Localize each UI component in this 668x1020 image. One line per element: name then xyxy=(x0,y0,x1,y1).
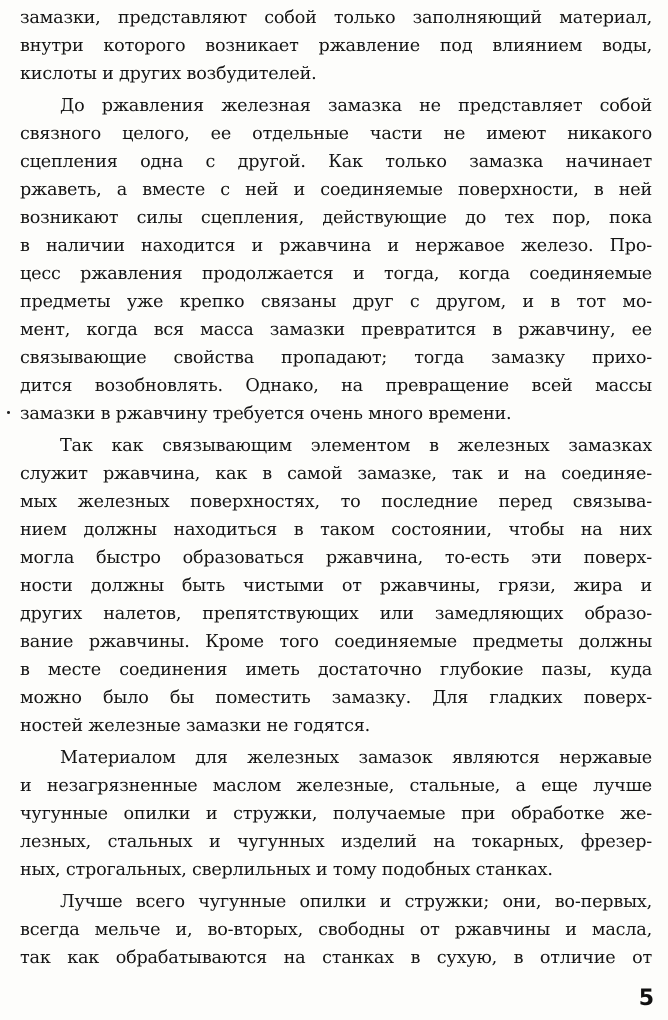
text-line: лезных, стальных и чугунных изделий на токарных, фрезер- xyxy=(20,832,652,852)
text-line: кислоты и других возбудителей. xyxy=(20,64,317,84)
paragraph-3 xyxy=(20,432,652,740)
text-line: служит ржавчина, как в самой замазке, так и на соединяе- xyxy=(20,464,652,484)
text-line: так как обрабатываются на станках в сухую, в отличие от xyxy=(20,948,652,968)
text-line: ных, строгальных, сверлильных и тому подобных станках. xyxy=(20,860,553,880)
text-line: нием должны находиться в таком состоянии, чтобы на них xyxy=(20,520,652,540)
text-line: ржаветь, а вместе с ней и соединяемые поверхности, в ней xyxy=(20,180,652,200)
paragraph-5 xyxy=(20,888,652,972)
text-line: цесс ржавления продолжается и тогда, когда соединяемые xyxy=(20,264,652,284)
text-line: могла быстро образоваться ржавчина, то-есть эти поверх- xyxy=(20,548,652,568)
text-line: всегда мельче и, во-вторых, свободны от ржавчины и масла, xyxy=(20,920,652,940)
text-line: вание ржавчины. Кроме того соединяемые предметы должны xyxy=(20,632,652,652)
text-line: в месте соединения иметь достаточно глубокие пазы, куда xyxy=(20,660,652,680)
text-line: дится возобновлять. Однако, на превращение всей массы xyxy=(20,376,652,396)
body-text xyxy=(20,4,652,972)
text-line: ности должны быть чистыми от ржавчины, грязи, жира и xyxy=(20,576,652,596)
text-line: предметы уже крепко связаны друг с другом, и в тот мо- xyxy=(20,292,652,312)
text-line: и незагрязненные маслом железные, стальные, а еще лучше xyxy=(20,776,652,796)
text-line: Материалом для железных замазок являются нержавые xyxy=(60,748,652,768)
text-line: замазки, представляют собой только заполняющий материал, xyxy=(20,8,652,28)
text-line: ностей железные замазки не годятся. xyxy=(20,716,371,736)
text-line: возникают силы сцепления, действующие до тех пор, пока xyxy=(20,208,652,228)
paragraph-4 xyxy=(20,744,652,884)
text-line: чугунные опилки и стружки, получаемые при обработке же- xyxy=(20,804,652,824)
text-line: внутри которого возникает ржавление под влиянием воды, xyxy=(20,36,652,56)
text-line: связного целого, ее отдельные части не имеют никакого xyxy=(20,124,652,144)
text-line: в наличии находится и ржавчина и нержавое железо. Про- xyxy=(20,236,652,256)
text-line: можно было бы поместить замазку. Для гладких поверх- xyxy=(20,688,652,708)
page-number: 5 xyxy=(638,986,654,1011)
text-line: мент, когда вся масса замазки превратится в ржавчину, ее xyxy=(20,320,652,340)
paragraph-1 xyxy=(20,4,652,88)
text-line: Лучше всего чугунные опилки и стружки; они, во-первых, xyxy=(60,892,652,912)
text-line: других налетов, препятствующих или замедляющих образо- xyxy=(20,604,652,624)
text-line: мых железных поверхностях, то последние перед связыва- xyxy=(20,492,652,512)
text-line: связывающие свойства пропадают; тогда замазку прихо- xyxy=(20,348,652,368)
stray-ink-dot xyxy=(7,411,10,414)
text-line: сцепления одна с другой. Как только замазка начинает xyxy=(20,152,652,172)
paragraph-2 xyxy=(20,92,652,428)
text-line: До ржавления железная замазка не представляет собой xyxy=(60,96,652,116)
text-line: Так как связывающим элементом в железных замазках xyxy=(60,436,652,456)
text-line: замазки в ржавчину требуется очень много времени. xyxy=(20,404,512,424)
